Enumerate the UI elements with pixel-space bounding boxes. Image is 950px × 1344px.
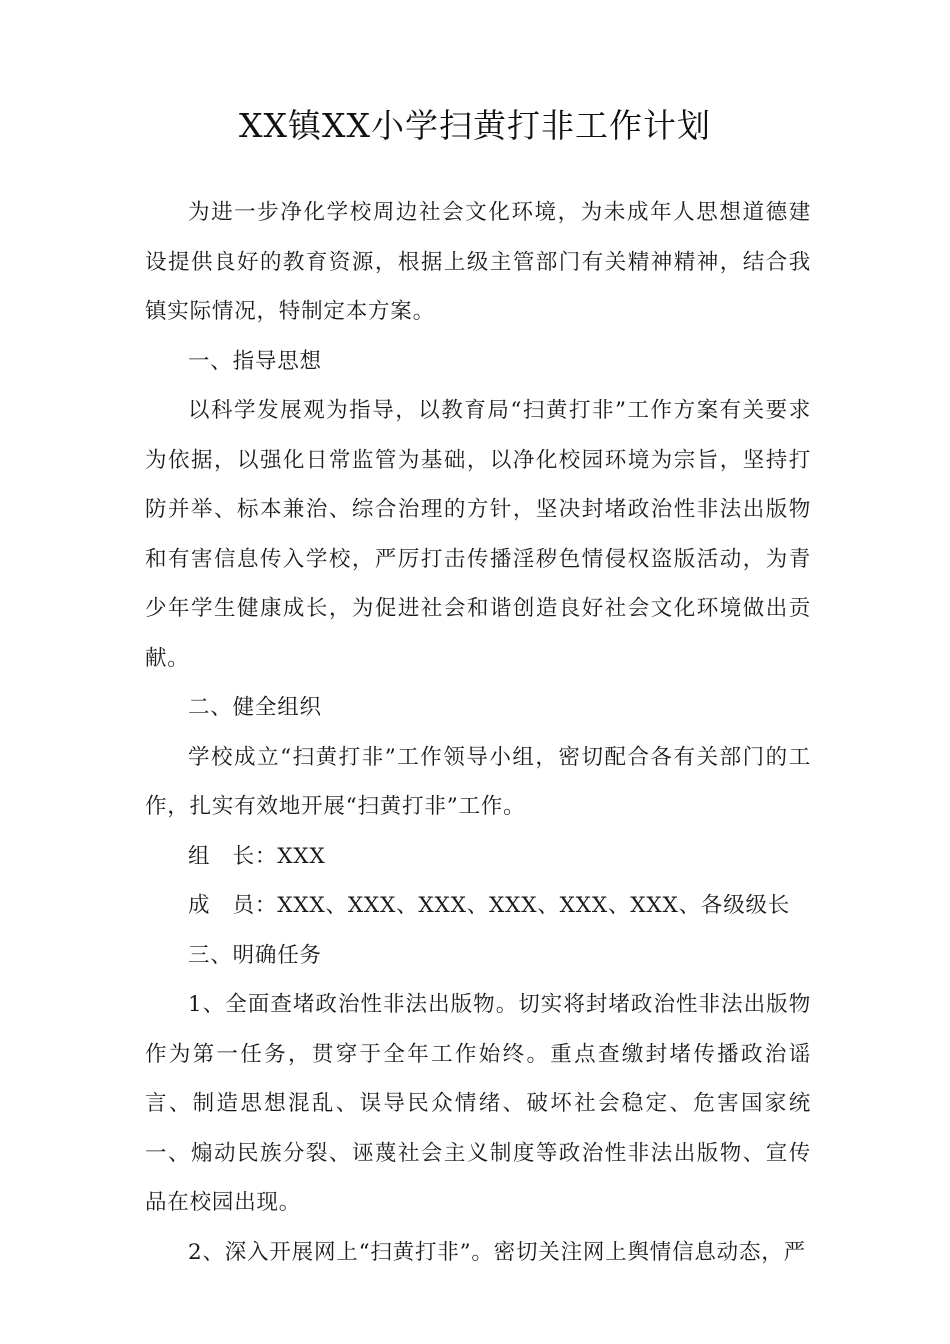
document-body	[145, 188, 811, 1277]
heading-organization: 二、健全组织	[188, 695, 322, 720]
group-members-line: 成 员：XXX、XXX、XXX、XXX、XXX、XXX、各级级长	[188, 893, 791, 918]
heading-tasks: 三、明确任务	[188, 942, 322, 968]
paragraph-task-2: 2、深入开展网上“扫黄打非”。密切关注网上舆情信息动态，严	[188, 1239, 806, 1265]
paragraph-guiding-ideology: 以科学发展观为指导，以教育局“扫黄打非”工作方案有关要求为依据，以强化日常监管为基础，以净化校园环境为宗旨，坚持打防并举、标本兼治、综合治理的方针，坚决封堵政治性非法出版物和有害信息传入学校，严厉打击传播淫秽色情侵权盗版活动，为青少年学生健康成长，为促进社会和谐创造良好社会文化环境做出贡献。	[145, 398, 811, 671]
paragraph-organization: 学校成立“扫黄打非”工作领导小组，密切配合各有关部门的工作，扎实有效地开展“扫黄打非”工作。	[145, 744, 811, 819]
heading-guiding-ideology: 一、指导思想	[188, 348, 322, 374]
paragraph-intro: 为进一步净化学校周边社会文化环境，为未成年人思想道德建设提供良好的教育资源，根据上级主管部门有关精神精神，结合我镇实际情况，特制定本方案。	[145, 200, 811, 324]
paragraph-task-1: 1、全面查堵政治性非法出版物。切实将封堵政治性非法出版物作为第一任务，贯穿于全年工作始终。重点查缴封堵传播政治谣言、制造思想混乱、误导民众情绪、破坏社会稳定、危害国家统一、煽动民族分裂、诬蔑社会主义制度等政治性非法出版物、宣传品在校园出现。	[145, 992, 811, 1215]
group-leader-line: 组 长：XXX	[188, 843, 326, 869]
document-title: XX镇XX小学扫黄打非工作计划	[239, 106, 711, 145]
